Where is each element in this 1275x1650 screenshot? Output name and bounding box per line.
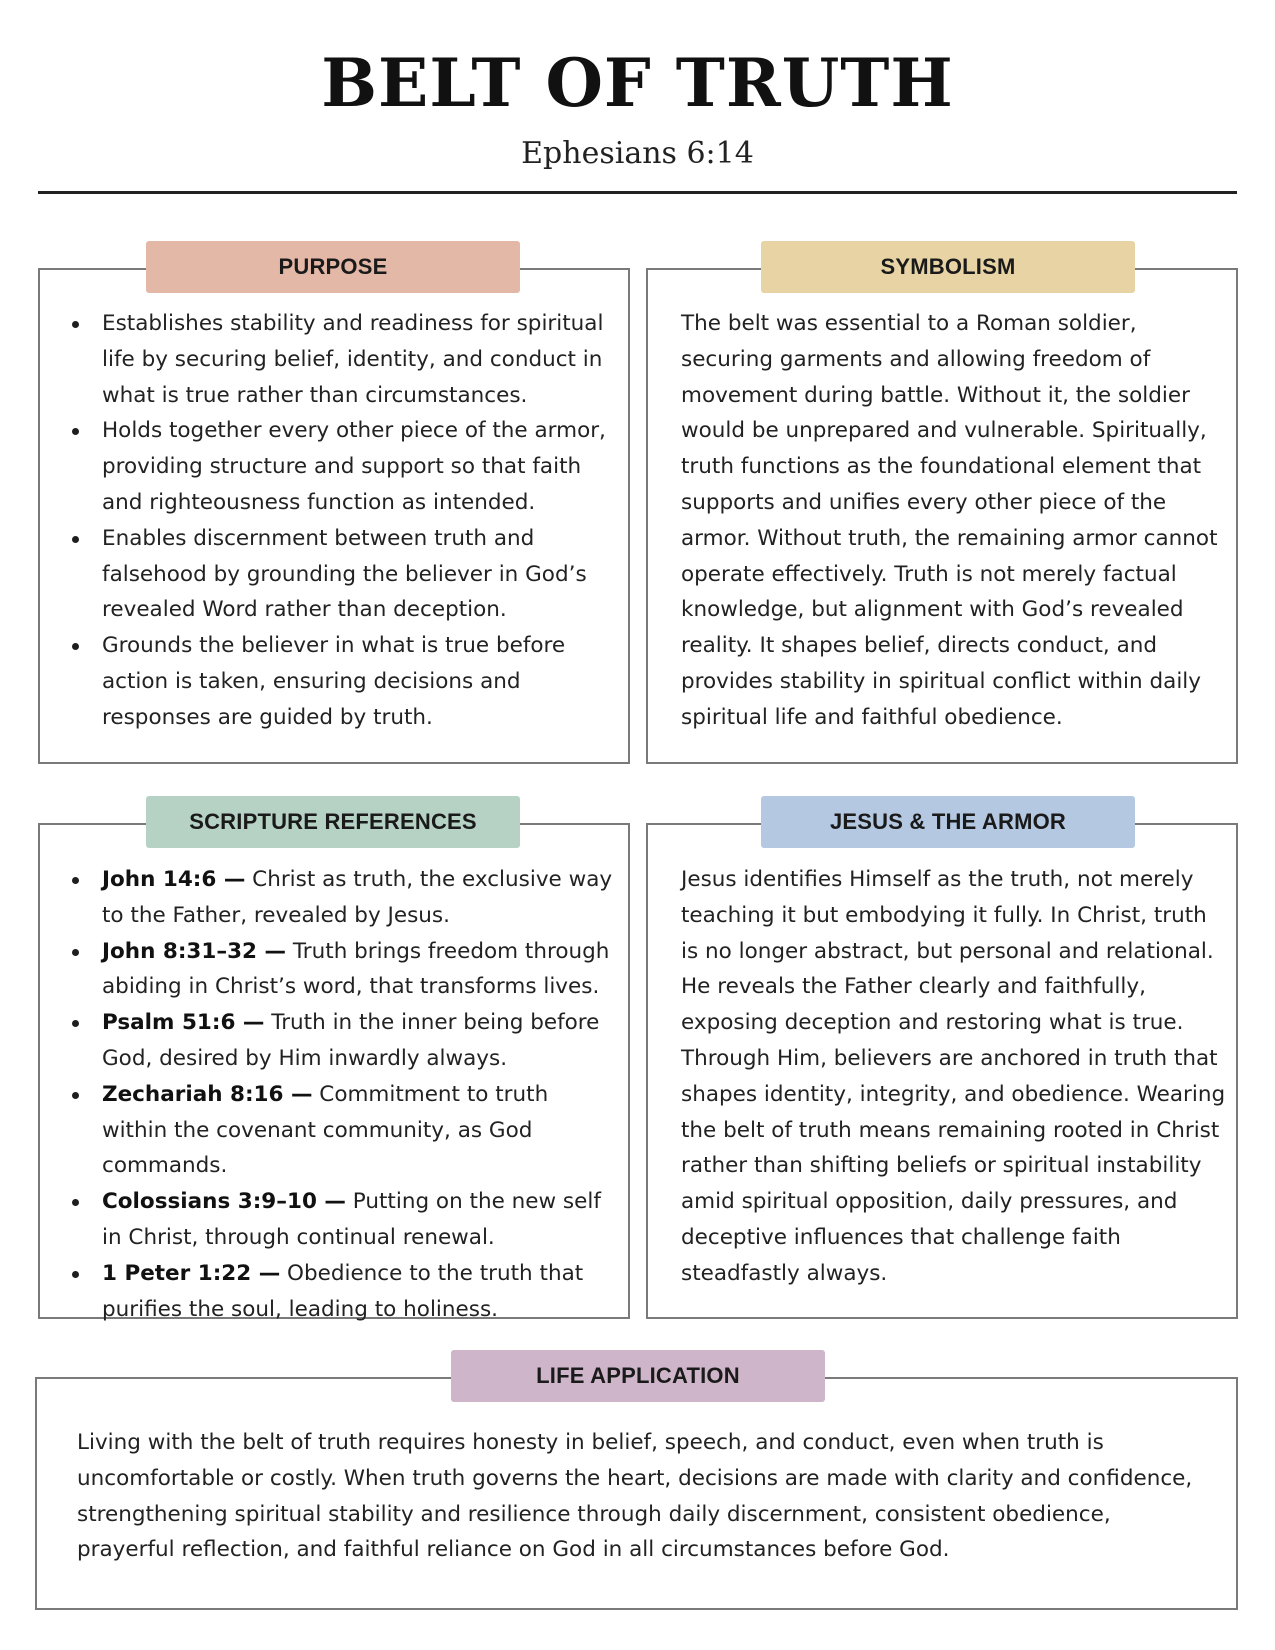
scripture-reference: Colossians 3:9–10 — — [102, 1189, 346, 1215]
scripture-description: Putting on the new self in Christ, through continual renewal. — [102, 1189, 601, 1250]
scripture-description: Truth brings freedom through abiding in Christ’s word, that transforms lives. — [102, 938, 610, 1000]
scripture-description: Commitment to truth within the covenant community, as God commands. — [102, 1081, 549, 1179]
jesus-armor-content — [681, 862, 1226, 1292]
scripture-reference: Psalm 51:6 — — [102, 1010, 265, 1036]
scripture-label: SCRIPTURE REFERENCES — [146, 796, 520, 848]
scripture-reference: John 8:31–32 — — [102, 938, 286, 964]
list-item: Establishes stability and readiness for spiritual life by securing belief, identity, and conduct in what is true rather than circumstances. — [64, 306, 616, 413]
life-application-label: LIFE APPLICATION — [451, 1350, 825, 1402]
scripture-reference: 1 Peter 1:22 — — [102, 1260, 281, 1286]
scripture-reference: Zechariah 8:16 — — [102, 1081, 313, 1107]
scripture-list — [64, 862, 616, 1327]
scripture-reference: John 14:6 — — [102, 867, 246, 892]
purpose-content — [64, 306, 616, 736]
list-item — [64, 1184, 616, 1256]
symbolism-label: SYMBOLISM — [761, 241, 1135, 293]
list-item — [64, 1256, 616, 1328]
scripture-description: Truth in the inner being before God, desired by Him inwardly always. — [102, 1010, 600, 1071]
list-item — [64, 862, 616, 934]
life-application-content — [77, 1425, 1207, 1568]
list-item — [64, 934, 616, 1006]
symbolism-content — [681, 306, 1226, 736]
list-item — [64, 1077, 616, 1184]
scripture-content — [64, 862, 616, 1327]
header-divider — [38, 191, 1237, 194]
symbolism-paragraph: The belt was essential to a Roman soldier, securing garments and allowing freedom of movement during battle. Without it, the soldier would be unprepared and vulnerable. Spiritually, truth functions as the foundational element that supports and unifies every other piece of the armor. Without truth, the remaining armor cannot operate effectively. Truth is not merely factual knowledge, but alignment with God’s revealed reality. It shapes belief, directs conduct, and provides stability in spiritual conflict within daily spiritual life and faithful obedience. — [681, 311, 1218, 730]
purpose-list — [64, 306, 616, 736]
scripture-description: Christ as truth, the exclusive way to the Father, revealed by Jesus. — [102, 867, 613, 928]
page-title: BELT OF TRUTH — [321, 44, 954, 122]
list-item — [64, 1005, 616, 1077]
jesus-armor-label: JESUS & THE ARMOR — [761, 796, 1135, 848]
list-item: Grounds the believer in what is true before action is taken, ensuring decisions and responses are guided by truth. — [64, 628, 616, 735]
life-application-paragraph: Living with the belt of truth requires honesty in belief, speech, and conduct, even when truth is uncomfortable or costly. When truth governs the heart, decisions are made with clarity and confidence, strengthening spiritual stability and resilience through daily discernment, consistent obedience, prayerful reflection, and faithful reliance on God in all circumstances before God. — [77, 1430, 1193, 1563]
list-item: Holds together every other piece of the armor, providing structure and support so that faith and righteousness function as intended. — [64, 413, 616, 520]
scripture-description: Obedience to the truth that purifies the soul, leading to holiness. — [102, 1260, 584, 1322]
list-item: Enables discernment between truth and falsehood by grounding the believer in God’s revealed Word rather than deception. — [64, 521, 616, 628]
page-subtitle: Ephesians 6:14 — [521, 136, 754, 171]
purpose-label: PURPOSE — [146, 241, 520, 293]
jesus-armor-paragraph: Jesus identifies Himself as the truth, not merely teaching it but embodying it fully. In Christ, truth is no longer abstract, but personal and relational. He reveals the Father clearly and faithfully, exposing deception and restoring what is true. Through Him, believers are anchored in truth that shapes identity, integrity, and obedience. Wearing the belt of truth means remaining rooted in Christ rather than shifting beliefs or spiritual instability amid spiritual opposition, daily pressures, and deceptive influences that challenge faith steadfastly always. — [681, 867, 1226, 1286]
